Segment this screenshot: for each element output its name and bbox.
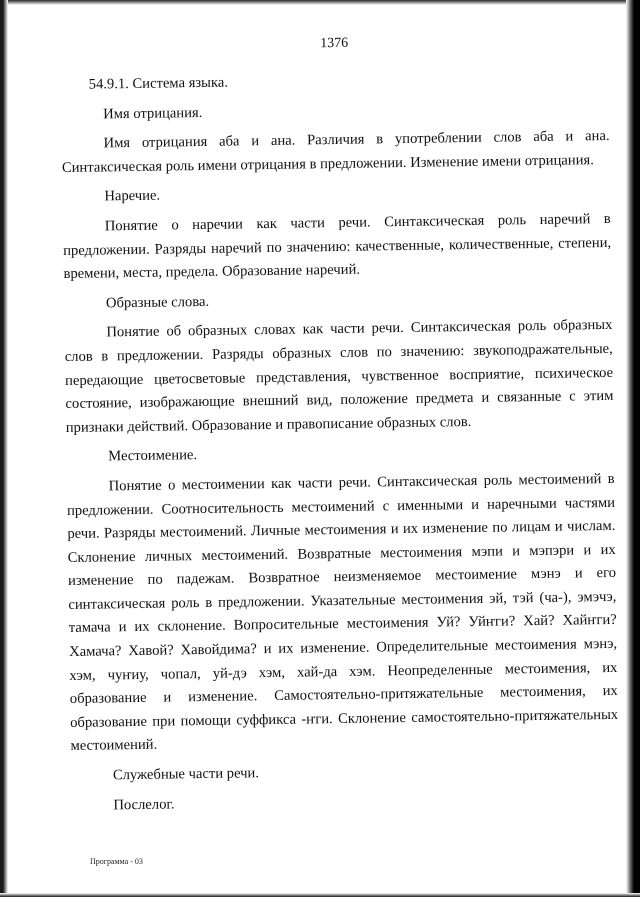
section-title: 54.9.1. Система языка. [88,74,229,93]
block-negation-noun [61,96,610,181]
block-pronoun [66,438,619,759]
scan-edge-top [0,0,640,5]
heading-negation-noun: Имя отрицания. [103,104,203,123]
heading-pronoun: Местоимение. [108,447,198,465]
paragraph-negation-noun: Имя отрицания аба и ана. Различия в употреблении слов аба и ана. Синтаксическая роль имени отрицания в предложении. Изменение имени отрицания. [61,128,610,176]
paragraph-pronoun: Понятие о местоимении как части речи. Синтаксическая роль местоимений в предложении. Соотносительность местоимений с именными и наречными частями речи. Разряды местоимений. Личные местоимения и их изменение по лицам и числам. Склонение личных местоимений. Возвратные местоимения мэпи и мэпэри и их изменение по падежам. Возвратное неизменяемое местоимение мэнэ и его синтаксическая роль в предложении. Указательные местоимения эй, тэй (ча-), эмэчэ, тамача и их склонение. Вопросительные местоимения Уй? Уйҥги? Хай? Хайҥги? Хамача? Хавой? Хавойдима? и их изменение. Определительные местоимения мэнэ, хэм, чуҥиу, чопал, уй-дэ хэм, хай-да хэм. Неопределенные местоимения, их образование и изменение. Самостоятельно-притяжательные местоимения, их образование при помощи суффикса -ҥги. Склонение самостоятельно-притяжательных местоимений. [66,470,619,755]
footer-program-label: Программа - 03 [90,857,143,866]
block-adverb [62,178,611,286]
scan-edge-bottom [0,893,640,897]
scan-edge-left [0,0,8,897]
paragraph-figurative-words: Понятие об образных словах как части речи. Синтаксическая роль образных слов в предложении. Разряды образных слов по значению: звукоподражательные, передающие цветосветовые представления, чувственное восприятие, психическое состояние, изображающие внешний вид, положение предмета и связанные с этим признаки действий. Образование и правописание образных слов. [64,317,614,436]
heading-figurative-words: Образные слова. [105,293,210,312]
document-page [60,30,620,824]
page-number: 1376 [320,35,349,52]
heading-postposition: Послелог. [113,796,175,813]
scan-edge-right [626,0,640,897]
paragraph-adverb: Понятие о наречии как части речи. Синтаксическая роль наречий в предложении. Разряды наречий по значению: качественные, количественные, степени, времени, места, предела. Образование наречий. [63,210,612,283]
heading-adverb: Наречие. [104,187,161,205]
heading-function-words: Служебные части речи. [112,765,260,784]
block-figurative-words [64,285,614,441]
